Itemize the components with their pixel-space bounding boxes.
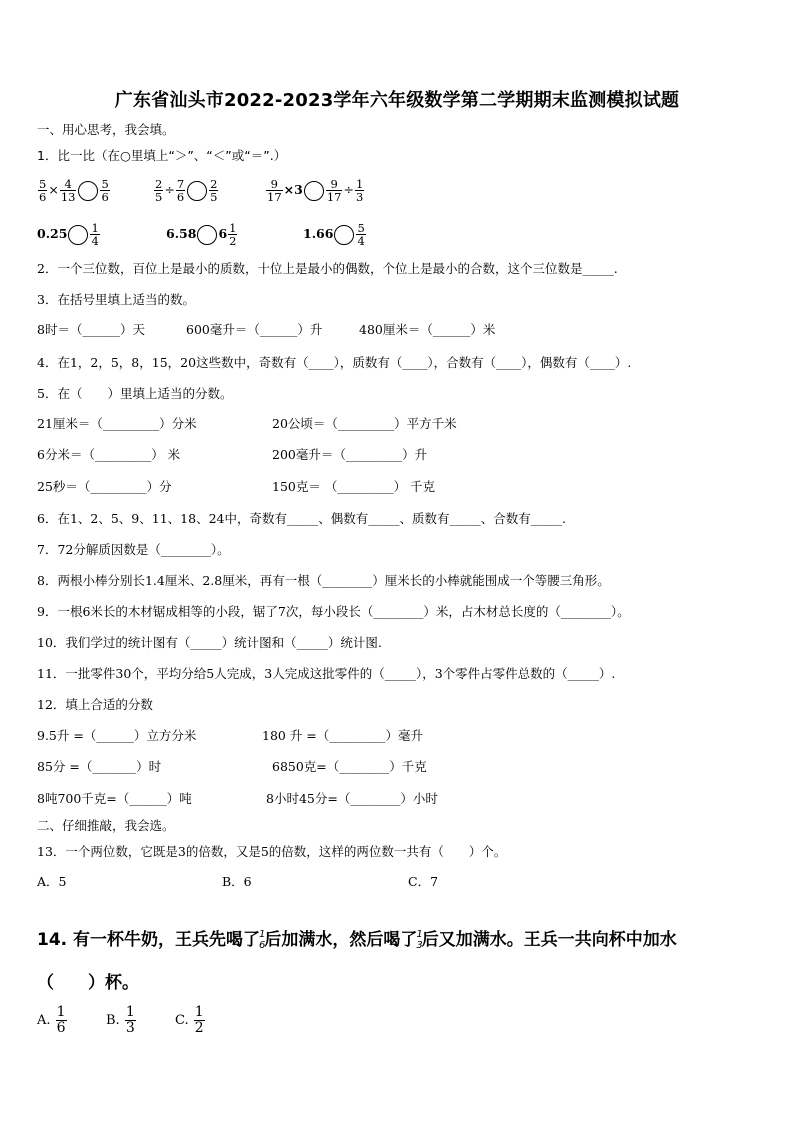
section-1-heading: 一、用心思考，我会填。 <box>37 122 175 137</box>
q10: 10．我们学过的统计图有（_____）统计图和（_____）统计图. <box>37 635 382 650</box>
q14-option-a[interactable]: A. $\frac{1}{6}$ <box>37 1004 66 1036</box>
q13-option-a[interactable]: A．5 <box>37 874 67 889</box>
q1-item-2: $\frac{2}{5}$ ÷ $\frac{7}{6}$ $\frac{2}{5}$ <box>155 177 218 204</box>
q12-a: 9.5升 =（______）立方分米 <box>37 728 197 743</box>
q1-item-5: 6.58 6 $\frac{1}{2}$ <box>166 221 237 248</box>
q5-e: 25秒＝（_________）分 <box>37 479 172 494</box>
q6: 6．在1、2、5、9、11、18、24中，奇数有_____、偶数有_____、质数有_____、合数有_____. <box>37 511 566 526</box>
q1-item-4: 0.25 $\frac{1}{4}$ <box>37 221 99 248</box>
q14-stem-line2: （ ）杯。 <box>37 973 139 993</box>
compare-circle[interactable] <box>78 181 98 201</box>
q13-option-c[interactable]: C．7 <box>408 874 439 889</box>
page-title: 广东省汕头市2022-2023学年六年级数学第二学期期末监测模拟试题 <box>114 90 680 111</box>
q12-b: 180 升 =（_________）毫升 <box>262 728 424 743</box>
compare-circle[interactable] <box>304 181 324 201</box>
q5-c: 6分米＝（_________） 米 <box>37 447 181 462</box>
q7: 7．72分解质因数是（________）。 <box>37 542 230 557</box>
q3-stem: 3．在括号里填上适当的数。 <box>37 292 195 307</box>
q9: 9．一根6米长的木材锯成相等的小段，锯了7次，每小段长（________）米，占木材总长度的（________）。 <box>37 604 630 619</box>
q14-option-b[interactable]: B. $\frac{1}{3}$ <box>106 1004 135 1036</box>
q3-c: 480厘米＝（______）米 <box>359 322 496 337</box>
q5-stem: 5．在（ ）里填上适当的分数。 <box>37 386 233 401</box>
q5-d: 200毫升＝（_________）升 <box>272 447 428 462</box>
q1-item-1: $\frac{5}{6}$ × $\frac{4}{13}$ $\frac{5}{6}$ <box>39 177 109 204</box>
q1-item-3: $\frac{9}{17}$ ×3 $\frac{9}{17}$ ÷ $\frac{1}{3}$ <box>267 177 364 204</box>
q4: 4．在1，2，5，8，15，20这些数中，奇数有（____），质数有（____），合数有（____），偶数有（____）. <box>37 355 632 370</box>
section-2-heading: 二、仔细推敲，我会选。 <box>37 818 175 833</box>
compare-circle[interactable] <box>197 225 217 245</box>
q5-b: 20公顷＝（_________）平方千米 <box>272 416 457 431</box>
q12-c: 85分 =（_______）时 <box>37 759 162 774</box>
q2: 2．一个三位数，百位上是最小的质数，十位上是最小的偶数，个位上是最小的合数，这个三位数是_____. <box>37 261 618 276</box>
q3-a: 8时＝（______）天 <box>37 322 145 337</box>
q5-f: 150克＝ （_________） 千克 <box>272 479 436 494</box>
q8: 8．两根小棒分别长1.4厘米、2.8厘米，再有一根（________）厘米长的小棒就能围成一个等腰三角形。 <box>37 573 610 588</box>
q12-stem: 12．填上合适的分数 <box>37 697 153 712</box>
q1-item-6: 1.66 $\frac{5}{4}$ <box>303 221 365 248</box>
q13-stem: 13．一个两位数，它既是3的倍数，又是5的倍数，这样的两位数一共有（ ）个。 <box>37 844 507 859</box>
q5-a: 21厘米＝（_________）分米 <box>37 416 197 431</box>
q14-stem-line1: 14. 有一杯牛奶，王兵先喝了 1 6 后加满水，然后喝了 1 3 后又加满水。王兵一共向杯中加水 <box>37 929 677 951</box>
q12-e: 8吨700千克=（______）吨 <box>37 791 192 806</box>
q1-stem: 1．比一比（在○里填上“＞”、“＜”或“＝”.） <box>37 148 287 163</box>
q11: 11．一批零件30个，平均分给5人完成，3人完成这批零件的（_____），3个零件占零件总数的（_____）. <box>37 666 616 681</box>
q12-d: 6850克=（________）千克 <box>272 759 427 774</box>
q3-b: 600毫升＝（______）升 <box>186 322 323 337</box>
q14-option-c[interactable]: C. $\frac{1}{2}$ <box>175 1004 204 1036</box>
compare-circle[interactable] <box>68 225 88 245</box>
compare-circle[interactable] <box>187 181 207 201</box>
compare-circle[interactable] <box>334 225 354 245</box>
q12-f: 8小时45分=（________）小时 <box>266 791 438 806</box>
q13-option-b[interactable]: B．6 <box>222 874 252 889</box>
